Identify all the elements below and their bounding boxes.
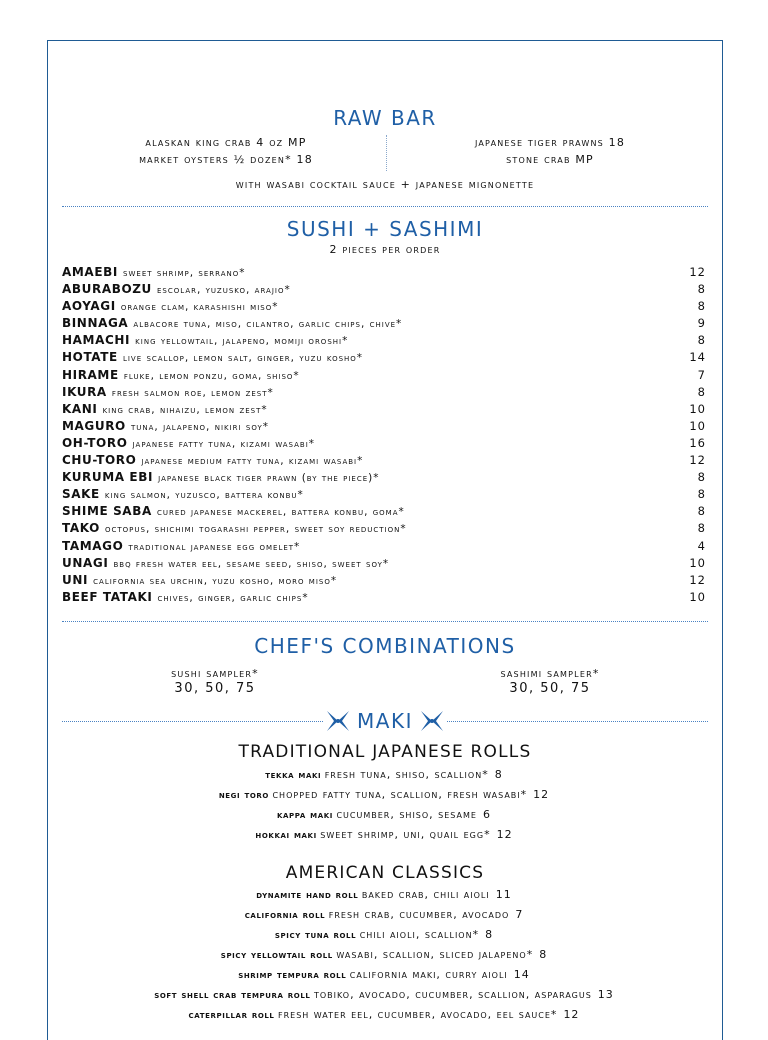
raw-bar-item: market oysters ½ dozen* 18 [139,153,313,166]
roll-description: baked crab, chili aioli [361,888,490,901]
roll-name: dynamite hand roll [256,889,359,901]
roll-description: fresh crab, cucumber, avocado [328,908,510,921]
item-left [62,586,309,605]
item-price: 9 [697,316,706,331]
item-description: tuna, jalapeno, nikiri soy* [130,420,270,433]
item-description: fresh salmon roe, lemon zest* [111,386,274,399]
item-description: sweet shrimp, serrano* [123,267,246,279]
item-name: IKURA [62,384,107,399]
item-price: 12 [689,265,706,279]
item-description: live scallop, lemon salt, ginger, yuzu kosho* [122,352,364,365]
item-description: japanese fatty tuna, kizami wasabi* [132,437,316,450]
item-description: octopus, shichimi togarashi pepper, sweet soy reduction* [105,523,407,536]
combo-prices: 30, 50, 75 [509,681,591,696]
roll-price: 14 [513,968,530,981]
menu-item-row [62,586,708,603]
item-price: 14 [689,350,706,365]
menu-item-row [62,261,708,278]
item-name: BINNAGA [62,316,129,331]
roll-item [40,888,728,901]
menu-item-row [62,278,708,295]
item-price: 8 [697,299,706,314]
item-description: king crab, nihaizu, lemon zest* [102,403,268,416]
roll-description: chili aioli, scallion* [359,928,480,941]
item-name: MAGURO [62,418,126,433]
roll-description: wasabi, scallion, sliced jalapeno* [336,948,534,961]
item-description: traditional japanese egg omelet* [128,540,301,553]
roll-price: 7 [515,908,524,921]
item-price: 16 [689,435,706,450]
roll-item [40,928,728,941]
item-price: 8 [697,282,706,297]
item-name: HIRAME [62,367,119,382]
item-price: 8 [697,487,706,502]
menu-item-row [62,398,708,415]
item-description: king yellowtail, jalapeno, momiji oroshi* [135,335,349,348]
raw-bar-item: alaskan king crab 4 oz MP [145,136,307,149]
menu-item-row [62,312,708,329]
item-price: 10 [689,401,706,416]
item-description: cured japanese mackerel, battera konbu, goma* [156,506,405,519]
menu-item-row [62,295,708,312]
roll-name: caterpillar roll [188,1009,275,1021]
item-name: SAKE [62,487,100,502]
roll-name: spicy tuna roll [274,929,357,941]
combo-name: sushi sampler* [171,667,259,680]
roll-description: fresh water eel, cucumber, avocado, eel sauce* [278,1008,558,1021]
menu-item-row [62,415,708,432]
item-name: TAKO [62,521,100,536]
roll-price: 8 [494,768,503,781]
roll-item [40,788,728,801]
roll-price: 12 [563,1008,580,1021]
item-description: fluke, lemon ponzu, goma, shiso* [123,369,300,382]
raw-bar-divider [386,135,387,171]
section-divider [62,621,708,622]
roll-price: 13 [597,988,614,1001]
combo-name: sashimi sampler* [500,667,600,680]
item-name: SHIME SABA [62,504,152,519]
combo-item [460,667,640,696]
roll-item [40,908,728,921]
item-price: 8 [697,384,706,399]
item-price: 4 [697,538,706,553]
item-price: 8 [697,333,706,348]
sushi-title: SUSHI + SASHIMI [286,217,484,241]
item-price: 7 [697,367,706,382]
item-description: orange clam, karashishi miso* [120,301,279,314]
section-divider [62,206,708,207]
item-name: HOTATE [62,350,118,365]
item-name: UNAGI [62,555,109,570]
item-name: TAMAGO [62,538,124,553]
item-description: japanese black tiger prawn (by the piece)* [158,472,380,485]
item-price: 10 [689,418,706,433]
raw-bar-title: RAW BAR [333,106,437,130]
american-title: AMERICAN CLASSICS [285,863,485,883]
combo-prices: 30, 50, 75 [174,681,256,696]
combos-title: CHEF'S COMBINATIONS [254,634,516,658]
item-description: california sea urchin, yuzu kosho, moro miso* [93,574,338,587]
item-name: ABURABOZU [62,282,152,297]
roll-name: hokkai maki [255,829,317,841]
item-price: 12 [689,572,706,587]
roll-description: fresh tuna, shiso, scallion* [324,768,489,781]
item-name: AMAEBI [62,265,118,279]
roll-price: 6 [482,808,491,821]
roll-name: negi toro [218,789,269,801]
combo-item [125,667,305,696]
item-price: 10 [689,589,706,604]
maki-header [62,706,708,736]
item-description: chives, ginger, garlic chips* [157,591,309,604]
item-name: BEEF TATAKI [62,589,153,604]
menu-item-row [62,517,708,534]
item-price: 10 [689,555,706,570]
roll-item [40,968,728,981]
roll-price: 11 [495,888,512,901]
menu-item-row [62,381,708,398]
section-divider [62,721,323,722]
item-name: UNI [62,572,89,587]
item-price: 8 [697,470,706,485]
roll-name: shrimp tempura roll [238,969,347,981]
roll-name: kappa maki [277,809,333,821]
menu-item-row [62,466,708,483]
menu-item-row [62,329,708,346]
maki-title: MAKI [357,709,413,733]
item-description: albacore tuna, miso, cilantro, garlic chips, chive* [133,318,403,331]
section-divider [447,721,708,722]
item-name: OH-TORO [62,435,128,450]
menu-item-row [62,552,708,569]
roll-description: california maki, curry aioli [349,968,508,981]
menu-item-row [62,449,708,466]
item-name: KURUMA EBI [62,470,154,485]
roll-price: 12 [533,788,550,801]
item-description: escolar, yuzusko, arajio* [157,284,291,297]
raw-bar-item: japanese tiger prawns 18 [474,136,626,149]
roll-name: soft shell crab tempura roll [154,989,311,1001]
menu-item-row [62,500,708,517]
item-description: bbq fresh water eel, sesame seed, shiso, sweet soy* [113,557,390,570]
roll-item [40,828,728,841]
menu-item-row [62,483,708,500]
sushi-subtitle: 2 pieces per order [329,243,441,256]
roll-description: cucumber, shiso, sesame [336,808,477,821]
sushi-list [62,261,708,603]
item-price: 8 [697,504,706,519]
menu-item-row [62,569,708,586]
menu-item-row [62,346,708,363]
menu-item-row [62,432,708,449]
roll-price: 8 [539,948,548,961]
roll-item [40,808,728,821]
roll-name: spicy yellowtail roll [220,949,333,961]
item-name: HAMACHI [62,333,131,348]
item-price: 12 [689,453,706,468]
item-name: AOYAGI [62,299,116,314]
roll-price: 8 [485,928,494,941]
butterfly-ornament-icon [419,709,445,733]
item-name: CHU-TORO [62,453,137,468]
item-description: king salmon, yuzusco, battera konbu* [104,489,304,502]
roll-item [40,988,728,1001]
traditional-title: TRADITIONAL JAPANESE ROLLS [238,742,532,762]
menu-item-row [62,535,708,552]
roll-description: tobiko, avocado, cucumber, scallion, asparagus [313,988,592,1001]
menu-item-row [62,364,708,381]
roll-item [40,1008,728,1021]
raw-bar-note: with wasabi cocktail sauce + japanese mignonette [235,178,535,191]
roll-description: chopped fatty tuna, scallion, fresh wasabi* [272,788,528,801]
roll-item [40,948,728,961]
item-name: KANI [62,401,98,416]
roll-name: tekka maki [265,769,322,781]
roll-name: california roll [244,909,326,921]
roll-description: sweet shrimp, uni, quail egg* [320,828,491,841]
roll-item [40,768,728,781]
item-price: 8 [697,521,706,536]
roll-price: 12 [496,828,513,841]
butterfly-ornament-icon [325,709,351,733]
item-description: japanese medium fatty tuna, kizami wasabi* [141,455,364,468]
raw-bar-item: stone crab MP [506,153,594,166]
